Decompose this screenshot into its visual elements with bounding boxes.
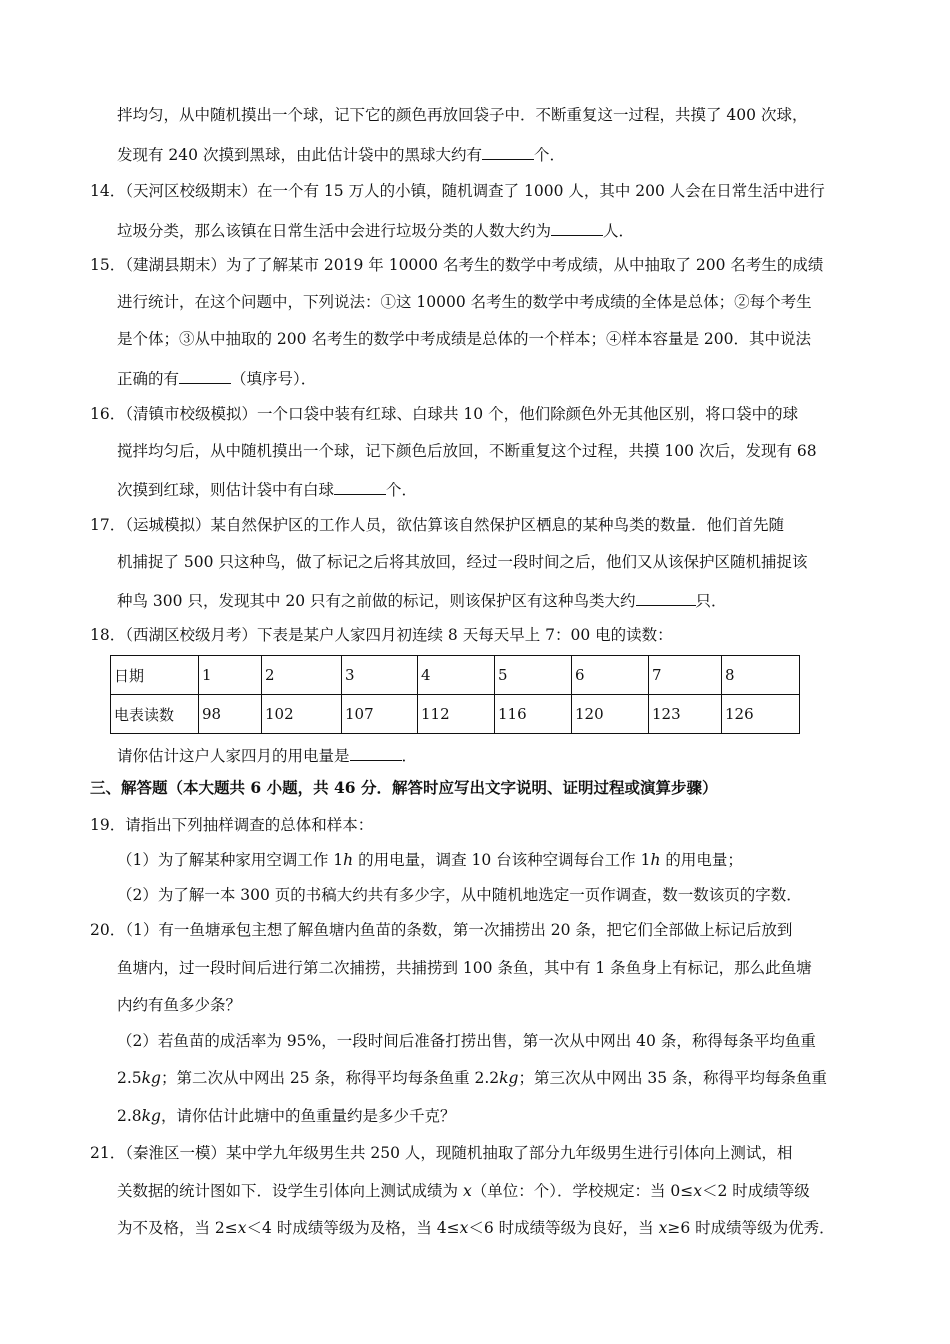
q21-text-4: ＜2 时成绩等级 (701, 1182, 810, 1200)
q19-text: 请指出下列抽样调查的总体和样本： (125, 816, 374, 834)
q15-line-2: 进行统计，在这个问题中，下列说法：①这 10000 名考生的数学中考成绩的全体是总体；②每个考生 (117, 293, 812, 311)
table-cell-reading: 112 (418, 695, 495, 734)
q17-line-3 (117, 589, 727, 611)
q16-text: （清镇市校级模拟）一个口袋中装有红球、白球共 10 个，他们除颜色外无其他区别，将口袋中的球 (125, 405, 799, 423)
table-cell-day: 3 (342, 656, 418, 695)
q21-line-3 (117, 1218, 835, 1238)
q16-line-1 (90, 404, 798, 424)
q13-text: 发现有 240 次摸到黑球，由此估计袋中的黑球大约有 (117, 146, 482, 164)
q20-line-1 (90, 920, 792, 940)
q13-answer-blank (482, 143, 534, 160)
q16-text-3: 次摸到红球，则估计袋中有白球 (117, 481, 335, 499)
q20-line-3: 内约有鱼多少条？ (117, 996, 242, 1014)
q14-number: 14． (90, 182, 126, 200)
q18-text: （西湖区校级月考）下表是某户人家四月初连续 8 天每天早上 7：00 电的读数： (125, 626, 673, 644)
q13-text-end: 个． (533, 146, 565, 164)
table-cell-day: 1 (199, 656, 262, 695)
q18-line-1 (90, 625, 673, 645)
table-cell-day: 6 (572, 656, 649, 695)
table-header-date: 日期 (111, 656, 199, 695)
q20-text-end: ；第三次从中网出 35 条，称得平均每条鱼重 (518, 1069, 828, 1087)
q20-line-2: 鱼塘内，过一段时间后进行第二次捕捞，共捕捞到 100 条鱼，其中有 1 条鱼身上有标记，那么此鱼塘 (117, 959, 812, 977)
table-cell-reading: 120 (572, 695, 649, 734)
q15-line-1 (90, 255, 823, 275)
q17-line-1 (90, 515, 784, 535)
q19-part-1-text-3: 的用电量； (660, 851, 743, 869)
q13-line-2 (117, 143, 565, 165)
table-cell-reading: 123 (649, 695, 722, 734)
q14-line-2 (117, 219, 634, 241)
q14-answer-blank (551, 219, 603, 236)
q18-text-end: ． (401, 747, 418, 765)
q16-answer-blank (334, 478, 386, 495)
q20-part-2-line-1: （2）若鱼苗的成活率为 95%，一段时间后准备打捞出售，第一次从中网出 40 条，称得每条平均鱼重 (117, 1032, 816, 1050)
q21-var-x: x (462, 1182, 472, 1200)
q17-line-2: 机捕捉了 500 只这种鸟，做了标记之后将其放回，经过一段时间之后，他们又从该保护区随机捕捉该 (117, 553, 808, 571)
q15-line-3: 是个体；③从中抽取的 200 名考生的数学中考成绩是总体的一个样本；④样本容量是 200．其中说法 (117, 330, 811, 348)
q21-var-x: x (693, 1182, 702, 1200)
q21-var-x: x (459, 1219, 469, 1237)
q17-text-end: 只． (695, 592, 727, 610)
q21-text-6: ＜4 时成绩等级为及格，当 4≤ (246, 1219, 460, 1237)
q15-line-4 (117, 367, 316, 389)
q21-line-1 (90, 1143, 792, 1163)
q17-number: 17． (90, 516, 126, 534)
q14-text-2: 垃圾分类，那么该镇在日常生活中会进行垃圾分类的人数大约为 (117, 222, 552, 240)
q20-value: 2.8 (117, 1107, 142, 1125)
q15-text: （建湖县期末）为了了解某市 2019 年 10000 名考生的数学中考成绩，从中抽取了 200 名考生的成绩 (125, 256, 824, 274)
q17-text-3: 种鸟 300 只，发现其中 20 只有之前做的标记，则该保护区有这种鸟类大约 (117, 592, 636, 610)
table-cell-reading: 126 (722, 695, 800, 734)
q20-unit-kg: kg (141, 1107, 161, 1125)
q13-line-1: 拌均匀，从中随机摸出一个球，记下它的颜色再放回袋子中．不断重复这一过程，共摸了 400 次球， (117, 106, 808, 124)
q21-text: （秦淮区一模）某中学九年级男生共 250 人，现随机抽取了部分九年级男生进行引体向上测试，相 (125, 1144, 793, 1162)
q17-text: （运城模拟）某自然保护区的工作人员，欲估算该自然保护区栖息的某种鸟类的数量．他们首先随 (125, 516, 784, 534)
table-row-dates (111, 656, 800, 695)
q16-number: 16． (90, 405, 126, 423)
q20-part-2-line-2 (117, 1068, 827, 1088)
q21-text-2: 关数据的统计图如下．设学生引体向上测试成绩为 (117, 1182, 463, 1200)
q15-text-4: 正确的有 (117, 370, 180, 388)
q18-text-2: 请你估计这户人家四月的用电量是 (117, 747, 350, 765)
table-cell-day: 7 (649, 656, 722, 695)
q14-text: （天河区校级期末）在一个有 15 万人的小镇，随机调查了 1000 人，其中 200 人会在日常生活中进行 (125, 182, 825, 200)
table-cell-day: 2 (262, 656, 342, 695)
q20-number: 20． (90, 921, 126, 939)
q14-line-1 (90, 181, 825, 201)
q21-line-2 (117, 1181, 810, 1201)
q20-text: （1）有一鱼塘承包主想了解鱼塘内鱼苗的条数，第一次捕捞出 20 条，把它们全部做上标记后放到 (125, 921, 793, 939)
q16-text-end: 个． (386, 481, 418, 499)
q19-unit-h: h (650, 851, 661, 869)
q19-unit-h: h (343, 851, 354, 869)
q21-text-8: ≥6 时成绩等级为优秀． (667, 1219, 835, 1237)
table-cell-reading: 116 (495, 695, 572, 734)
q20-question-end: ，请你估计此塘中的鱼重量约是多少千克？ (160, 1107, 456, 1125)
q19-part-1 (117, 850, 743, 870)
q15-text-end: （填序号）． (231, 370, 317, 388)
table-header-reading: 电表读数 (111, 695, 199, 734)
q21-var-x: x (658, 1219, 668, 1237)
table-row-readings (111, 695, 800, 734)
section-3-heading: 三、解答题（本大题共 6 小题，共 46 分．解答时应写出文字说明、证明过程或演算步骤） (90, 778, 718, 797)
q18-line-2 (117, 744, 417, 766)
q16-line-2: 搅拌均匀后，从中随机摸出一个球，记下颜色后放回，不断重复这个过程，共摸 100 次后，发现有 68 (117, 442, 817, 460)
q17-answer-blank (636, 589, 696, 606)
q20-unit-kg: kg (499, 1069, 519, 1087)
q21-text-7: ＜6 时成绩等级为良好，当 (468, 1219, 659, 1237)
q19-number: 19． (90, 816, 126, 834)
q15-answer-blank (179, 367, 231, 384)
q18-number: 18． (90, 626, 126, 644)
q18-answer-blank (350, 744, 402, 761)
q20-part-2-line-3 (117, 1106, 456, 1126)
q20-value: 2.5 (117, 1069, 142, 1087)
q15-number: 15． (90, 256, 126, 274)
table-cell-reading: 98 (199, 695, 262, 734)
q20-unit-kg: kg (141, 1069, 161, 1087)
q14-text-end: 人． (603, 222, 635, 240)
table-cell-day: 8 (722, 656, 800, 695)
q21-var-x: x (237, 1219, 247, 1237)
q21-number: 21． (90, 1144, 126, 1162)
q16-line-3 (117, 478, 417, 500)
table-cell-day: 5 (495, 656, 572, 695)
table-cell-reading: 107 (342, 695, 418, 734)
table-cell-reading: 102 (262, 695, 342, 734)
meter-readings-table (110, 655, 800, 734)
q19-line-1 (90, 815, 373, 835)
q21-text-5: 为不及格，当 2≤ (117, 1219, 238, 1237)
q19-part-1-text-2: 的用电量，调查 10 台该种空调每台工作 1 (353, 851, 651, 869)
table-cell-day: 4 (418, 656, 495, 695)
q19-part-1-text: （1）为了解某种家用空调工作 1 (117, 851, 344, 869)
q20-text-mid: ；第二次从中网出 25 条，称得平均每条鱼重 2.2 (160, 1069, 500, 1087)
q19-part-2: （2）为了解一本 300 页的书稿大约共有多少字，从中随机地选定一页作调查，数一数该页的字数． (117, 886, 802, 904)
q21-text-3: （单位：个）．学校规定：当 0≤ (471, 1182, 694, 1200)
